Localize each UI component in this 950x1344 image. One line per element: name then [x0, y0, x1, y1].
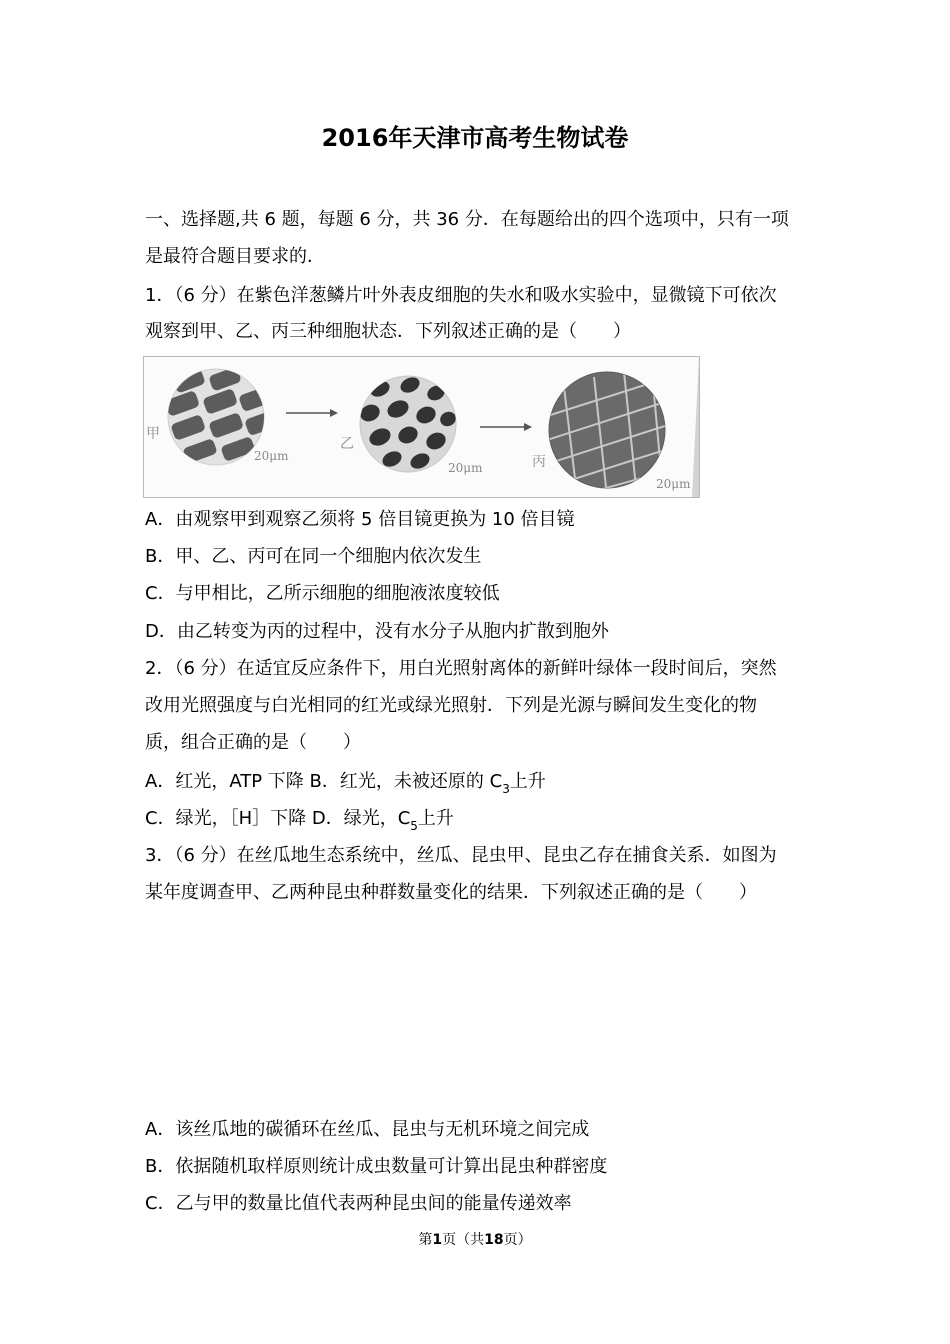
label-bing: 丙	[532, 454, 546, 470]
page-footer	[0, 1229, 950, 1249]
question-1-stem-line1: 1．（6 分）在紫色洋葱鳞片叶外表皮细胞的失水和吸水实验中，显微镜下可依次	[145, 285, 777, 306]
option-b-suffix: 上升	[509, 771, 546, 792]
cell-micrograph-figure	[143, 356, 700, 498]
arrow-2	[480, 423, 532, 431]
question-3-stem-line2: 某年度调查甲、乙两种昆虫种群数量变化的结果．下列叙述正确的是（ ）	[145, 882, 757, 903]
option-d-suffix: 上升	[417, 808, 454, 829]
footer-middle: 页（共	[442, 1232, 485, 1248]
question-2-option-d	[311, 808, 454, 833]
question-2-options-row2	[145, 807, 454, 832]
question-3-stem-line1: 3．（6 分）在丝瓜地生态系统中，丝瓜、昆虫甲、昆虫乙存在捕食关系．如图为	[145, 845, 777, 866]
question-3-option-a: A．该丝瓜地的碳循环在丝瓜、昆虫与无机环境之间完成	[145, 1119, 590, 1140]
label-jia: 甲	[146, 426, 160, 442]
page-title: 2016年天津市高考生物试卷	[321, 124, 629, 152]
question-1-option-b: B．甲、乙、丙可在同一个细胞内依次发生	[145, 546, 482, 567]
question-1-stem-line2: 观察到甲、乙、丙三种细胞状态．下列叙述正确的是（ ）	[145, 321, 631, 342]
option-d-subscript: 5	[410, 819, 418, 833]
question-2-option-a: A．红光，ATP 下降	[145, 771, 304, 792]
label-yi: 乙	[340, 436, 354, 452]
footer-suffix: 页）	[503, 1232, 532, 1248]
cell-image-yi	[358, 374, 459, 472]
question-2-stem-line3: 质，组合正确的是（ ）	[145, 732, 361, 753]
gray-corner-mark	[692, 357, 699, 497]
question-3-option-c: C．乙与甲的数量比值代表两种昆虫间的能量传递效率	[145, 1193, 572, 1214]
micrograph-sequence	[144, 357, 699, 497]
option-b-subscript: 3	[502, 782, 510, 796]
footer-prefix: 第	[418, 1232, 433, 1248]
scale-bar-label-2: 20μm	[448, 461, 483, 475]
question-1-option-d: D．由乙转变为丙的过程中，没有水分子从胞内扩散到胞外	[145, 621, 609, 642]
footer-total-pages: 18	[484, 1232, 504, 1248]
question-2-stem-line1: 2．（6 分）在适宜反应条件下，用白光照射离体的新鲜叶绿体一段时间后，突然	[145, 658, 777, 679]
question-2-option-b	[309, 771, 546, 796]
footer-page-number: 1	[432, 1232, 443, 1248]
scale-bar-label-3: 20μm	[656, 477, 691, 491]
option-d-text: D．绿光，C	[311, 808, 411, 829]
scale-bar-label-1: 20μm	[254, 449, 289, 463]
question-2-stem-line2: 改用光照强度与白光相同的红光或绿光照射．下列是光源与瞬间发生变化的物	[145, 695, 757, 716]
option-b-text: B．红光，未被还原的 C	[309, 771, 503, 792]
question-1-option-a: A．由观察甲到观察乙须将 5 倍目镜更换为 10 倍目镜	[145, 509, 575, 530]
question-1-option-c: C．与甲相比，乙所示细胞的细胞液浓度较低	[145, 583, 500, 604]
arrow-1	[286, 409, 338, 417]
cell-image-bing	[544, 372, 674, 497]
section-instructions-line2: 是最符合题目要求的．	[145, 246, 325, 267]
section-instructions-line1: 一、选择题,共 6 题，每题 6 分，共 36 分．在每题给出的四个选项中，只有一项	[145, 209, 789, 230]
question-3-option-b: B．依据随机取样原则统计成虫数量可计算出昆虫种群密度	[145, 1156, 608, 1177]
question-2-options-row1	[145, 770, 546, 795]
question-2-option-c: C．绿光，［H］下降	[145, 808, 307, 829]
